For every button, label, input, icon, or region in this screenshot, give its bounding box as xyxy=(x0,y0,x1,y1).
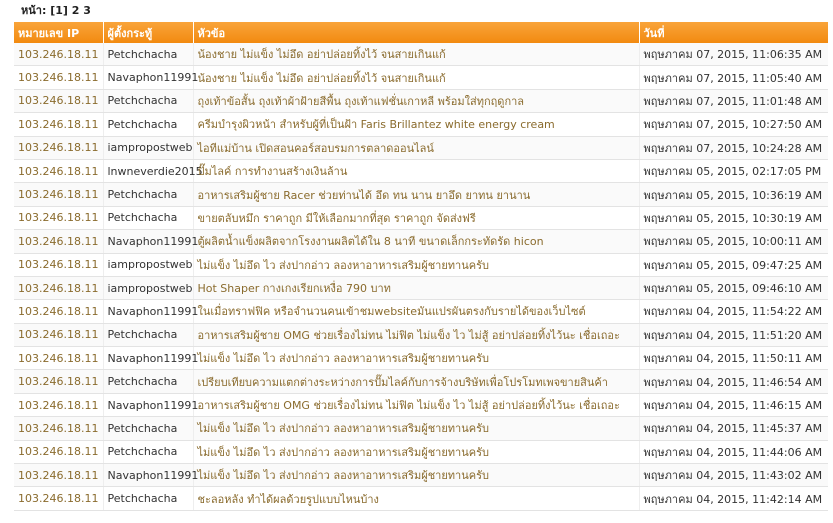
row-ip: 103.246.18.11 xyxy=(14,230,103,253)
table-row xyxy=(14,113,828,136)
row-date: พฤษภาคม 05, 2015, 02:17:05 PM xyxy=(639,159,828,182)
row-date: พฤษภาคม 04, 2015, 11:51:20 AM xyxy=(639,323,828,346)
row-ip: 103.246.18.11 xyxy=(14,323,103,346)
table-row xyxy=(14,276,828,299)
row-poster: Petchchacha xyxy=(103,206,193,229)
row-date: พฤษภาคม 07, 2015, 11:06:35 AM xyxy=(639,43,828,66)
row-ip: 103.246.18.11 xyxy=(14,159,103,182)
row-date: พฤษภาคม 04, 2015, 11:50:11 AM xyxy=(639,347,828,370)
row-ip: 103.246.18.11 xyxy=(14,417,103,440)
row-poster: Navaphon11991 xyxy=(103,300,193,323)
row-date: พฤษภาคม 07, 2015, 10:24:28 AM xyxy=(639,136,828,159)
row-subject-link[interactable]: ชะลอหลัง ทำได้ผลด้วยรูปแบบไหนบ้าง xyxy=(197,492,379,506)
posts-table xyxy=(14,22,828,511)
row-subject xyxy=(193,206,639,229)
row-poster: Petchchacha xyxy=(103,89,193,112)
table-row xyxy=(14,43,828,66)
table-row xyxy=(14,66,828,89)
row-ip: 103.246.18.11 xyxy=(14,276,103,299)
row-date: พฤษภาคม 05, 2015, 10:00:11 AM xyxy=(639,230,828,253)
table-row xyxy=(14,206,828,229)
table-row xyxy=(14,464,828,487)
row-poster: Navaphon11991 xyxy=(103,393,193,416)
row-date: พฤษภาคม 04, 2015, 11:46:15 AM xyxy=(639,393,828,416)
table-row xyxy=(14,440,828,463)
row-subject-link[interactable]: ถุงเท้าข้อสั้น ถุงเท้าผ้าฝ้ายสีพื้น ถุงเท้าแฟชั่นเกาหลี พร้อมใส่ทุกฤดูกาล xyxy=(197,94,525,108)
table-row xyxy=(14,393,828,416)
row-subject-link[interactable]: ไม่แข็ง ไม่อึด ไว ส่งปากอ่าว ลองหาอาหารเสริมผู้ชายทานครับ xyxy=(197,352,489,366)
row-date: พฤษภาคม 04, 2015, 11:43:02 AM xyxy=(639,464,828,487)
row-subject-link[interactable]: ตู้ผลิตน้ำแข็งผลิตจากโรงงานผลิตได้ใน 8 นาที ขนาดเล็กกระทัดรัด hicon xyxy=(197,235,544,249)
row-ip: 103.246.18.11 xyxy=(14,300,103,323)
row-subject xyxy=(193,393,639,416)
row-subject xyxy=(193,440,639,463)
column-header-ip[interactable]: หมายเลข IP xyxy=(14,22,103,43)
row-subject-link[interactable]: ไม่แข็ง ไม่อึด ไว ส่งปากอ่าว ลองหาอาหารเสริมผู้ชายทานครับ xyxy=(197,469,489,483)
row-ip: 103.246.18.11 xyxy=(14,464,103,487)
row-ip: 103.246.18.11 xyxy=(14,440,103,463)
row-poster: Petchchacha xyxy=(103,113,193,136)
row-subject-link[interactable]: ไม่แข็ง ไม่อึด ไว ส่งปากอ่าว ลองหาอาหารเสริมผู้ชายทานครับ xyxy=(197,422,489,436)
row-date: พฤษภาคม 05, 2015, 09:47:25 AM xyxy=(639,253,828,276)
row-subject xyxy=(193,323,639,346)
row-subject-link[interactable]: ในเมื่อทราฟฟิค หรือจำนวนคนเข้าชมwebsiteมันแปรผันตรงกับรายได้ของเว็บไซต์ xyxy=(197,305,586,319)
row-subject xyxy=(193,370,639,393)
row-date: พฤษภาคม 04, 2015, 11:42:14 AM xyxy=(639,487,828,510)
row-subject-link[interactable]: น้องชาย ไม่แข็ง ไม่อึด อย่าปล่อยทิ้งไว้ จนสายเกินแก้ xyxy=(197,48,446,62)
row-subject-link[interactable]: อาหารเสริมผู้ชาย OMG ช่วยเรื่องไม่ทน ไม่ฟิต ไม่แข็ง ไว ไม่สู้ อย่าปล่อยทิ้งไว้นะ เชื่อเถอะ xyxy=(197,399,620,413)
row-poster: iampropostweb xyxy=(103,136,193,159)
row-subject-link[interactable]: ไม่แข็ง ไม่อึด ไว ส่งปากอ่าว ลองหาอาหารเสริมผู้ชายทานครับ xyxy=(197,258,489,272)
row-poster: Petchchacha xyxy=(103,323,193,346)
row-subject xyxy=(193,136,639,159)
table-body xyxy=(14,43,828,510)
row-subject-link[interactable]: ไม่แข็ง ไม่อึด ไว ส่งปากอ่าว ลองหาอาหารเสริมผู้ชายทานครับ xyxy=(197,445,489,459)
row-poster: Petchchacha xyxy=(103,487,193,510)
column-header-subject[interactable]: หัวข้อ xyxy=(193,22,639,43)
row-ip: 103.246.18.11 xyxy=(14,347,103,370)
table-row xyxy=(14,136,828,159)
row-subject-link[interactable]: ปั๊มไลค์ การทำงานสร้างเงินล้าน xyxy=(197,165,348,179)
table-row xyxy=(14,230,828,253)
row-ip: 103.246.18.11 xyxy=(14,136,103,159)
row-subject-link[interactable]: ขายตลับหมึก ราคาถูก มีให้เลือกมากที่สุด ราคาถูก จัดส่งฟรี xyxy=(197,211,476,225)
table-row xyxy=(14,300,828,323)
table-row xyxy=(14,323,828,346)
row-subject xyxy=(193,43,639,66)
table-row xyxy=(14,183,828,206)
row-ip: 103.246.18.11 xyxy=(14,113,103,136)
row-date: พฤษภาคม 04, 2015, 11:54:22 AM xyxy=(639,300,828,323)
row-subject xyxy=(193,66,639,89)
row-poster: Petchchacha xyxy=(103,183,193,206)
row-subject xyxy=(193,113,639,136)
row-subject xyxy=(193,183,639,206)
table-header-row xyxy=(14,22,828,43)
row-subject-link[interactable]: อาหารเสริมผู้ชาย OMG ช่วยเรื่องไม่ทน ไม่ฟิต ไม่แข็ง ไว ไม่สู้ อย่าปล่อยทิ้งไว้นะ เชื่อเถอะ xyxy=(197,328,620,342)
row-poster: lnwneverdie2015 xyxy=(103,159,193,182)
row-poster: Navaphon11991 xyxy=(103,230,193,253)
row-date: พฤษภาคม 04, 2015, 11:46:54 AM xyxy=(639,370,828,393)
pagination-label: หน้า: xyxy=(21,4,47,17)
table-row xyxy=(14,253,828,276)
table-row xyxy=(14,417,828,440)
row-subject xyxy=(193,347,639,370)
table-row xyxy=(14,159,828,182)
row-poster: Navaphon11991 xyxy=(103,66,193,89)
row-ip: 103.246.18.11 xyxy=(14,370,103,393)
row-poster: iampropostweb xyxy=(103,276,193,299)
table-row xyxy=(14,89,828,112)
row-subject-link[interactable]: Hot Shaper กางเกงเรียกเหงื่อ 790 บาท xyxy=(197,282,391,296)
row-poster: Petchchacha xyxy=(103,43,193,66)
row-poster: Petchchacha xyxy=(103,417,193,440)
row-ip: 103.246.18.11 xyxy=(14,206,103,229)
row-ip: 103.246.18.11 xyxy=(14,393,103,416)
row-date: พฤษภาคม 05, 2015, 10:30:19 AM xyxy=(639,206,828,229)
row-poster: iampropostweb xyxy=(103,253,193,276)
row-date: พฤษภาคม 05, 2015, 10:36:19 AM xyxy=(639,183,828,206)
row-subject-link[interactable]: น้องชาย ไม่แข็ง ไม่อึด อย่าปล่อยทิ้งไว้ จนสายเกินแก้ xyxy=(197,71,446,85)
row-poster: Petchchacha xyxy=(103,370,193,393)
row-poster: Navaphon11991 xyxy=(103,464,193,487)
row-date: พฤษภาคม 05, 2015, 09:46:10 AM xyxy=(639,276,828,299)
row-ip: 103.246.18.11 xyxy=(14,66,103,89)
table-row xyxy=(14,370,828,393)
row-date: พฤษภาคม 07, 2015, 10:27:50 AM xyxy=(639,113,828,136)
row-ip: 103.246.18.11 xyxy=(14,253,103,276)
row-subject xyxy=(193,417,639,440)
column-header-date[interactable]: วันที่ xyxy=(639,22,828,43)
row-poster: Petchchacha xyxy=(103,440,193,463)
table-row xyxy=(14,487,828,510)
pagination xyxy=(0,0,833,22)
row-subject xyxy=(193,159,639,182)
row-ip: 103.246.18.11 xyxy=(14,89,103,112)
row-date: พฤษภาคม 07, 2015, 11:05:40 AM xyxy=(639,66,828,89)
row-date: พฤษภาคม 07, 2015, 11:01:48 AM xyxy=(639,89,828,112)
row-date: พฤษภาคม 04, 2015, 11:44:06 AM xyxy=(639,440,828,463)
row-subject xyxy=(193,276,639,299)
row-subject xyxy=(193,300,639,323)
pagination-page-3[interactable]: 3 xyxy=(83,4,91,17)
pagination-page-2[interactable]: 2 xyxy=(71,4,80,17)
row-subject xyxy=(193,487,639,510)
row-subject xyxy=(193,230,639,253)
row-ip: 103.246.18.11 xyxy=(14,43,103,66)
pagination-current-page: [1] xyxy=(50,4,68,17)
row-poster: Navaphon11991 xyxy=(103,347,193,370)
row-ip: 103.246.18.11 xyxy=(14,487,103,510)
column-header-poster[interactable]: ผู้ตั้งกระทู้ xyxy=(103,22,193,43)
row-subject xyxy=(193,253,639,276)
table-row xyxy=(14,347,828,370)
row-subject-link[interactable]: ครีมบำรุงผิวหน้า สำหรับผู้ที่เป็นฝ้า Faris Brillantez white energy cream xyxy=(197,118,555,132)
row-subject-link[interactable]: ไอทีแม่บ้าน เปิดสอนคอร์สอบรมการตลาดออนไลน์ xyxy=(197,141,434,155)
row-subject xyxy=(193,89,639,112)
row-subject-link[interactable]: อาหารเสริมผู้ชาย Racer ช่วยท่านได้ อึด ทน นาน ยาอึด ยาทน ยานาน xyxy=(197,188,531,202)
row-subject-link[interactable]: เปรียบเทียบความแตกต่างระหว่างการปั๊มไลค์กับการจ้างบริษัทเพื่อโปรโมทเพจขายสินค้า xyxy=(197,375,608,389)
row-ip: 103.246.18.11 xyxy=(14,183,103,206)
row-subject xyxy=(193,464,639,487)
row-date: พฤษภาคม 04, 2015, 11:45:37 AM xyxy=(639,417,828,440)
